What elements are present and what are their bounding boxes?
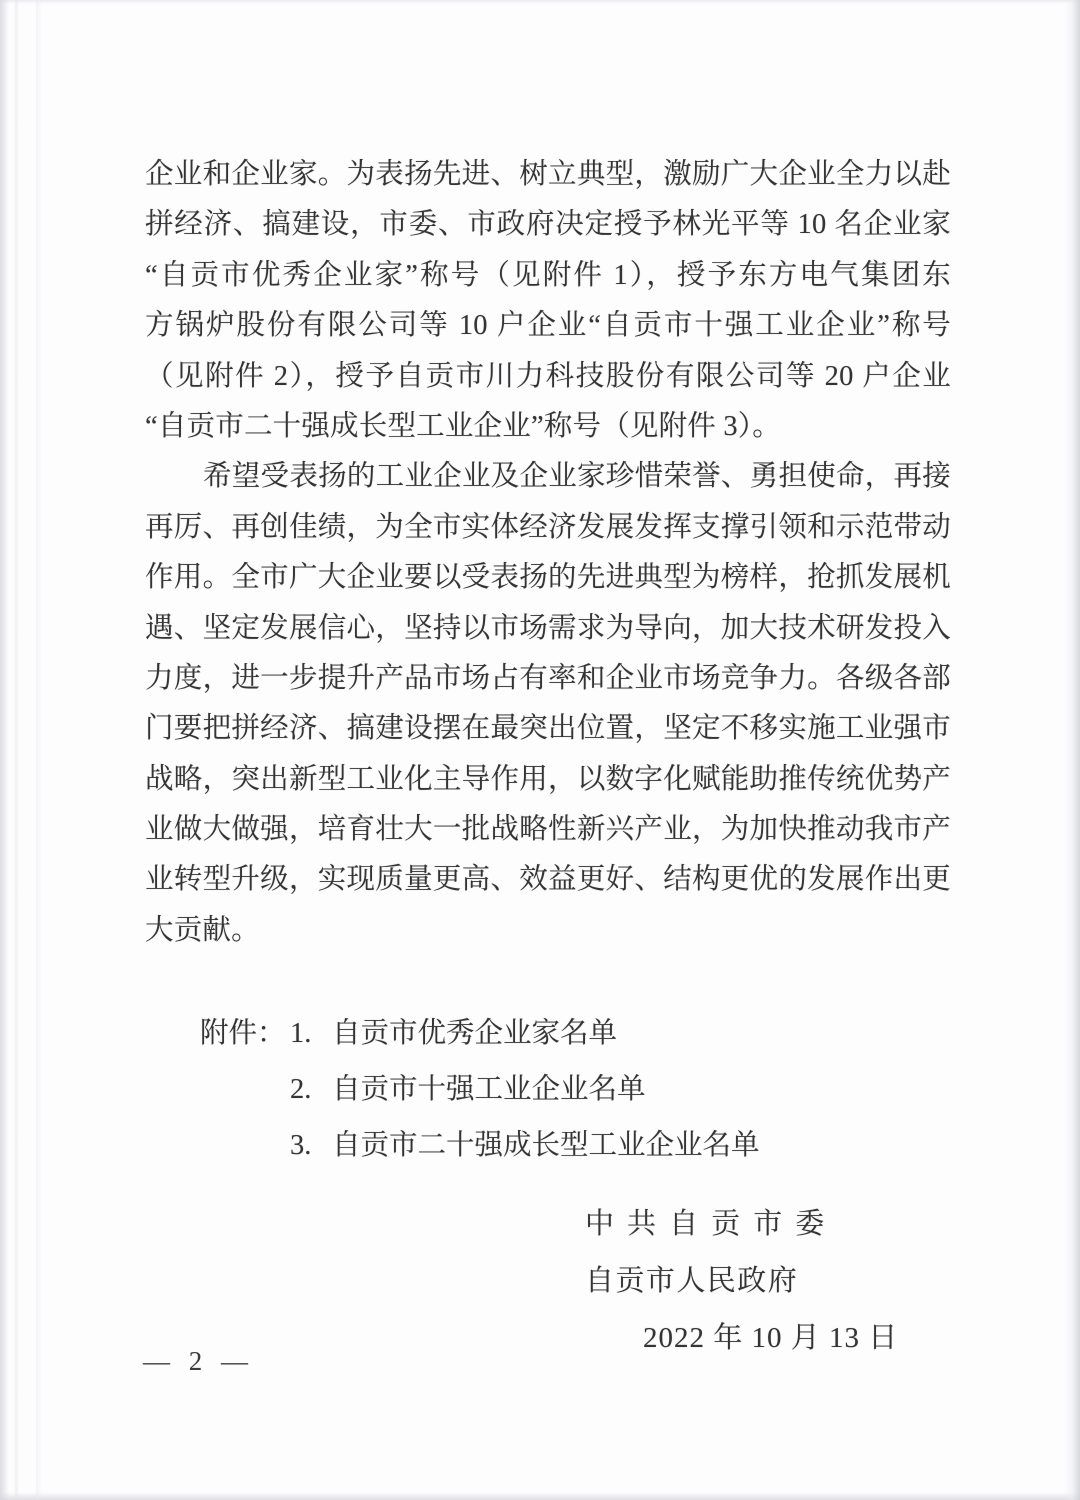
body-line: （见附件 2），授予自贡市川力科技股份有限公司等 20 户企业 <box>145 360 951 392</box>
signature-org-party-committee: 中共自贡市委 <box>585 1208 838 1240</box>
body-paragraph-hope <box>145 452 951 956</box>
attachment-number: 1. <box>290 1018 312 1049</box>
body-line: 希望受表扬的工业企业及企业家珍惜荣誉、勇担使命，再接 <box>203 461 951 493</box>
attachment-item-3 <box>200 1118 760 1174</box>
page-number: — 2 — <box>143 1346 254 1376</box>
attachment-number: 3. <box>290 1130 312 1161</box>
attachment-number: 2. <box>290 1074 312 1105</box>
body-line: “自贡市优秀企业家”称号（见附件 1），授予东方电气集团东 <box>145 259 951 291</box>
body-line: 门要把拼经济、搞建设摆在最突出位置，坚定不移实施工业强市 <box>145 713 951 745</box>
body-line: 业做大做强，培育壮大一批战略性新兴产业，为加快推动我市产 <box>145 814 951 846</box>
attachments-label-spacer <box>200 1118 290 1174</box>
body-line: 作用。全市广大企业要以受表扬的先进典型为榜样，抢抓发展机 <box>145 562 951 594</box>
body-line: 业转型升级，实现质量更高、效益更好、结构更优的发展作出更 <box>145 864 951 896</box>
body-line: 方锅炉股份有限公司等 10 户企业“自贡市十强工业企业”称号 <box>145 310 951 342</box>
body-line: 战略，突出新型工业化主导作用，以数字化赋能助推传统优势产 <box>145 763 951 795</box>
attachment-title: 自贡市优秀企业家名单 <box>332 1018 618 1049</box>
signature-org-government: 自贡市人民政府 <box>585 1265 799 1297</box>
body-line: 力度，进一步提升产品市场占有率和企业市场竞争力。各级各部 <box>145 662 951 694</box>
body-line: 再厉、再创佳绩，为全市实体经济发展发挥支撑引领和示范带动 <box>145 511 951 543</box>
attachment-item-2 <box>200 1062 760 1118</box>
attachment-title: 自贡市二十强成长型工业企业名单 <box>332 1130 760 1161</box>
attachment-item-1 <box>200 1006 760 1062</box>
body-line: 大贡献。 <box>145 914 260 946</box>
body-paragraph-continued <box>145 150 951 452</box>
document-body <box>145 150 951 956</box>
attachments-label: 附件： <box>200 1018 286 1049</box>
body-line: 企业和企业家。为表扬先进、树立典型，激励广大企业全力以赴 <box>145 159 951 190</box>
attachments-label-spacer <box>200 1062 290 1118</box>
attachment-title: 自贡市十强工业企业名单 <box>332 1074 646 1105</box>
body-line: “自贡市二十强成长型工业企业”称号（见附件 3）。 <box>145 410 781 442</box>
body-line: 拼经济、搞建设，市委、市政府决定授予林光平等 10 名企业家 <box>145 209 951 241</box>
signature-block <box>585 1196 898 1367</box>
attachments-block <box>200 1006 760 1174</box>
signature-date: 2022 年 10 月 13 日 <box>643 1322 899 1354</box>
body-line: 遇、坚定发展信心，坚持以市场需求为导向，加大技术研发投入 <box>145 612 951 644</box>
